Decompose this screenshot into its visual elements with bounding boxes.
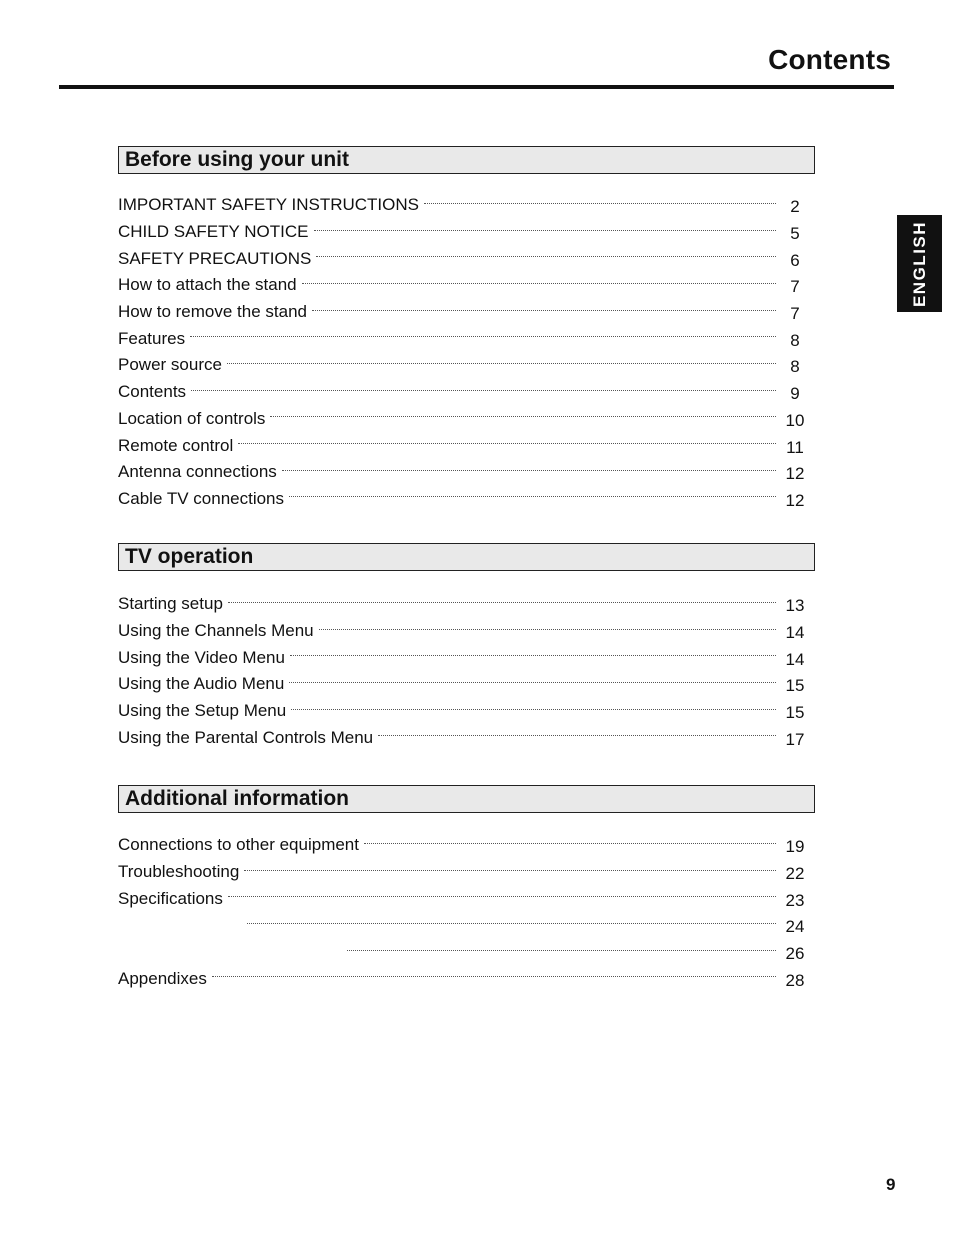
dot-leader [347, 950, 776, 951]
toc-entry-label: Using the Parental Controls Menu [118, 727, 374, 747]
dot-leader [302, 283, 776, 284]
toc-entry-label: Features [118, 328, 186, 348]
toc-entry-page: 8 [790, 330, 800, 350]
dot-leader [364, 843, 776, 844]
toc-entry[interactable] [118, 724, 808, 751]
dot-leader [378, 735, 776, 736]
toc-entry-page: 24 [785, 917, 805, 937]
toc-entry[interactable] [118, 245, 808, 272]
toc-entry-page: 14 [785, 649, 805, 669]
toc-entry[interactable] [118, 591, 808, 618]
toc-entry-page: 13 [785, 596, 805, 616]
page-number: 9 [886, 1175, 896, 1194]
toc-entry-page: 9 [790, 384, 800, 404]
toc-entry-page: 14 [785, 623, 805, 643]
toc-entry[interactable] [118, 618, 808, 645]
dot-leader [424, 203, 776, 204]
toc-entry[interactable] [118, 272, 808, 299]
toc-entry-label: Troubleshooting [118, 862, 240, 882]
toc-entry-label: Specifications [118, 888, 223, 908]
dot-leader [312, 310, 776, 311]
toc-entry[interactable] [118, 939, 808, 966]
toc-entry[interactable] [118, 459, 808, 486]
dot-leader [282, 470, 776, 471]
page-title: Contents [768, 44, 891, 75]
toc-entry[interactable] [118, 965, 808, 992]
toc-entry-label: IMPORTANT SAFETY INSTRUCTIONS [118, 195, 419, 215]
toc-entry-label: Connections to other equipment [118, 835, 359, 855]
toc-entry-page: 28 [785, 970, 805, 990]
toc-entry-label: Using the Audio Menu [118, 674, 285, 694]
toc-entry-label: SAFETY PRECAUTIONS [118, 248, 312, 268]
dot-leader [314, 230, 777, 231]
toc-entry[interactable] [118, 299, 808, 326]
toc-entry-page: 17 [785, 729, 805, 749]
toc-entry-label: Using the Channels Menu [118, 621, 314, 641]
toc-entry-page: 8 [790, 357, 800, 377]
toc-entry-label: Appendixes [118, 968, 207, 988]
toc-entry-page: 12 [785, 464, 805, 484]
toc-entry[interactable] [118, 325, 808, 352]
toc-entry-label: How to remove the stand [118, 302, 307, 322]
toc-entry[interactable] [118, 432, 808, 459]
toc-entry[interactable] [118, 486, 808, 513]
toc-entry-page: 15 [785, 703, 805, 723]
toc-list-tv-operation [118, 591, 808, 751]
dot-leader [227, 363, 776, 364]
section-header-before-using: Before using your unit [118, 146, 815, 174]
toc-entry[interactable] [118, 352, 808, 379]
dot-leader [238, 443, 776, 444]
dot-leader [291, 709, 776, 710]
toc-entry-page: 12 [785, 490, 805, 510]
dot-leader [190, 336, 776, 337]
toc-list-additional-information [118, 832, 808, 992]
toc-entry-label: Using the Video Menu [118, 647, 285, 667]
toc-entry-page: 23 [785, 890, 805, 910]
toc-entry[interactable] [118, 912, 808, 939]
toc-entry-page: 7 [790, 304, 800, 324]
language-tab-label: ENGLISH [909, 220, 929, 307]
toc-entry-page: 26 [785, 944, 805, 964]
dot-leader [316, 256, 776, 257]
dot-leader [228, 896, 776, 897]
toc-entry-label: Antenna connections [118, 462, 277, 482]
toc-entry-label: Starting setup [118, 594, 223, 614]
toc-entry-page: 10 [785, 410, 805, 430]
toc-entry-page: 5 [790, 224, 800, 244]
toc-entry[interactable] [118, 832, 808, 859]
toc-entry-page: 11 [786, 437, 804, 457]
dot-leader [212, 976, 776, 977]
toc-entry-page: 15 [785, 676, 805, 696]
toc-entry-label: Contents [118, 382, 187, 402]
dot-leader [290, 655, 776, 656]
toc-entry-label: Using the Setup Menu [118, 701, 287, 721]
toc-entry[interactable] [118, 192, 808, 219]
toc-entry[interactable] [118, 698, 808, 725]
section-header-additional-information: Additional information [118, 785, 815, 813]
toc-entry-label: Cable TV connections [118, 488, 285, 508]
toc-entry[interactable] [118, 379, 808, 406]
section-header-tv-operation: TV operation [118, 543, 815, 571]
toc-entry-label: Power source [118, 355, 222, 375]
toc-entry[interactable] [118, 671, 808, 698]
title-rule [59, 85, 894, 89]
toc-entry-label: Location of controls [118, 408, 266, 428]
toc-entry-label: How to attach the stand [118, 275, 297, 295]
toc-entry-page: 7 [790, 277, 800, 297]
toc-entry-page: 2 [790, 197, 800, 217]
toc-entry-page: 6 [790, 250, 800, 270]
dot-leader [289, 496, 776, 497]
toc-entry[interactable] [118, 406, 808, 433]
toc-entry-page: 19 [785, 837, 805, 857]
toc-entry-page: 22 [785, 864, 805, 884]
toc-list-before-using [118, 192, 808, 512]
dot-leader [228, 602, 776, 603]
toc-entry[interactable] [118, 219, 808, 246]
dot-leader [289, 682, 776, 683]
toc-entry-label: CHILD SAFETY NOTICE [118, 222, 309, 242]
toc-entry[interactable] [118, 859, 808, 886]
dot-leader [191, 390, 776, 391]
dot-leader [247, 923, 776, 924]
toc-entry-label: Remote control [118, 435, 234, 455]
language-tab [897, 215, 942, 312]
dot-leader [244, 870, 776, 871]
toc-entry[interactable] [118, 885, 808, 912]
dot-leader [319, 629, 776, 630]
toc-entry[interactable] [118, 644, 808, 671]
dot-leader [270, 416, 776, 417]
